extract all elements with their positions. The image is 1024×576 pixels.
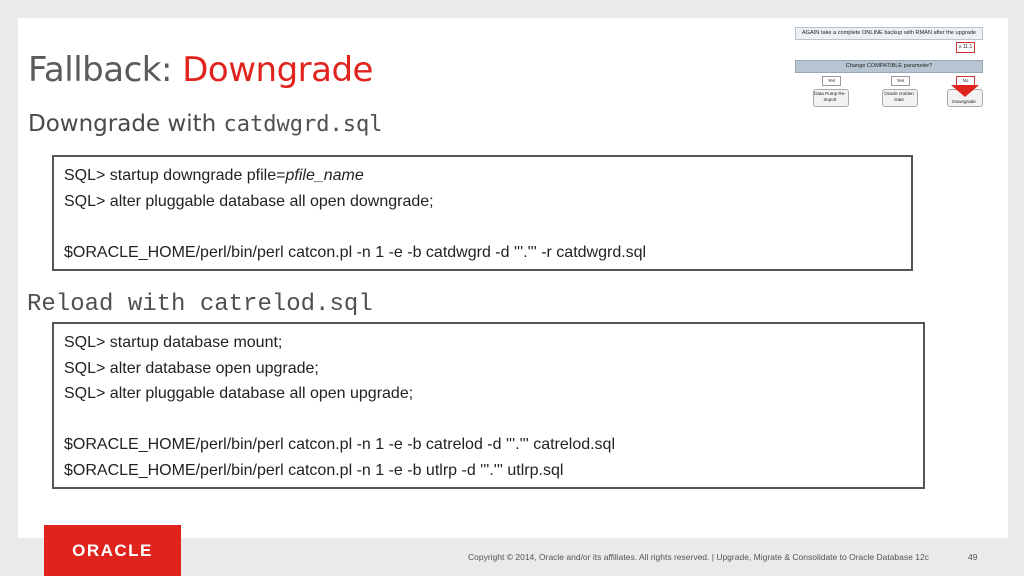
slide-title [28, 50, 373, 90]
flow-yes-2: Yes [891, 76, 910, 86]
code-line [64, 163, 901, 189]
flow-top-bar: AGAIN take a complete ONLINE backup with RMAN after the upgrade [795, 27, 983, 40]
flow-yes-1: Yes [822, 76, 841, 86]
flow-no: No [956, 76, 975, 86]
code-line: $ORACLE_HOME/perl/bin/perl catcon.pl -n 1 -e -b catrelod -d '''.''' catrelod.sql [64, 436, 616, 453]
reload-heading: Reload with catrelod.sql [27, 291, 373, 318]
code-line: SQL> alter database open upgrade; [64, 359, 319, 377]
code-line: $ORACLE_HOME/perl/bin/perl catcon.pl -n 1 -e -b catdwgrd -d '''.''' -r catdwgrd.sql [64, 243, 647, 261]
subtitle-code: catdwgrd.sql [223, 112, 383, 137]
logo-text: ORACLE [72, 540, 153, 560]
code-line-prefix: SQL> startup downgrade pfile= [64, 167, 286, 184]
flow-question-bar: Change COMPATIBLE parameter? [795, 60, 983, 73]
subtitle-text: Downgrade with [28, 111, 224, 137]
code-line-italic: pfile_name [285, 167, 364, 184]
code-line: SQL> alter pluggable database all open downgrade; [64, 192, 434, 210]
title-accent: Downgrade [182, 50, 373, 90]
blank-line [64, 407, 913, 433]
fallback-flowchart [793, 27, 983, 117]
page-number: 49 [968, 552, 978, 562]
title-prefix: Fallback: [28, 50, 183, 90]
reload-code-box [52, 322, 925, 489]
blank-line [64, 214, 901, 240]
downgrade-code-box [52, 155, 913, 271]
flow-option-goldengate: Oracle Golden Gate [884, 91, 914, 102]
flow-version-tag: ≥ 11.1 [956, 42, 975, 53]
subtitle [28, 111, 382, 137]
code-line: SQL> startup database mount; [64, 334, 283, 351]
flow-option-downgrade: Downgrade [952, 99, 976, 104]
code-line: $ORACLE_HOME/perl/bin/perl catcon.pl -n 1 -e -b utlrp -d '''.''' utlrp.sql [64, 461, 564, 479]
flow-option-datapump: Data Pump Re-Import [814, 91, 846, 102]
down-arrow-icon [951, 85, 979, 97]
copyright-text: Copyright © 2014, Oracle and/or its affiliates. All rights reserved. | Upgrade, Migrate & Consolidate to Oracle Database 12c [468, 552, 929, 562]
code-line: SQL> alter pluggable database all open upgrade; [64, 385, 414, 402]
oracle-logo [44, 525, 181, 576]
